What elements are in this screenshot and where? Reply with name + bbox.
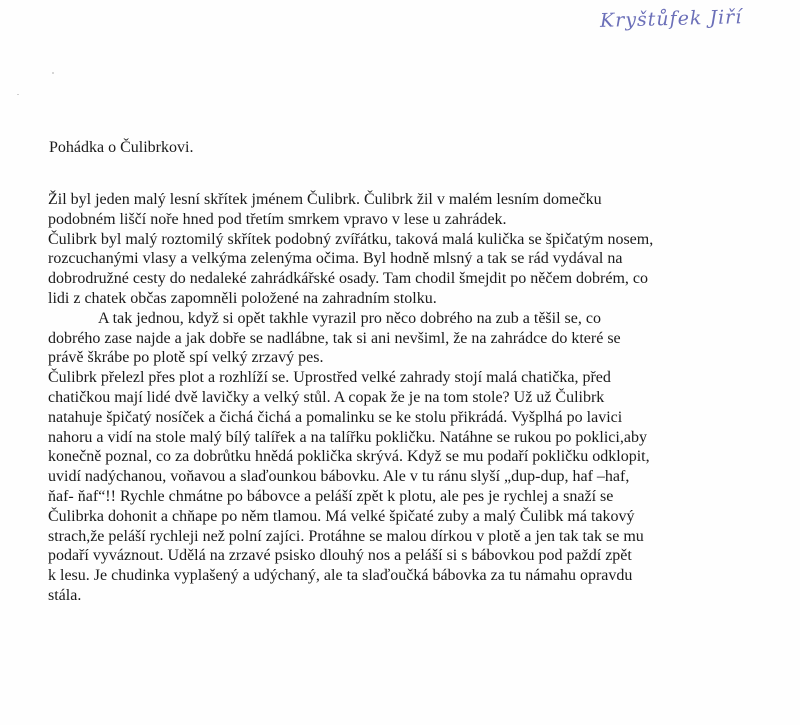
story-line: rozcuchanými vlasy a velkýma zelenýma očima. Byl hodně mlsný a tak se rád vydával na: [48, 250, 623, 268]
story-body: [48, 190, 798, 606]
story-line: podaří vyváznout. Udělá na zrzavé psisko dlouhý nos a peláší si s bábovkou pod paždí zpět: [48, 547, 632, 565]
story-line: Čulibrk byl malý roztomilý skřítek podobný zvířátku, taková malá kulička se špičatým nosem,: [48, 230, 654, 248]
story-line: strach,že peláší rychleji než polní zajíci. Protáhne se malou dírkou v plotě a jen tak tak se mu: [48, 527, 644, 545]
story-line: ňaf- ňaf“!! Rychle chmátne po bábovce a peláší zpět k plotu, ale pes je rychlej a snaží se: [48, 487, 614, 505]
author-signature: Kryštůfek Jiří: [599, 6, 743, 32]
story-line: dobrodružné cesty do nedaleké zahrádkářské osady. Tam chodil šmejdit po něčem dobrém, co: [48, 270, 649, 288]
story-line: Žil byl jeden malý lesní skřítek jménem Čulibrk. Čulibrk žil v malém lesním domečku: [48, 191, 602, 208]
story-line: Čulibrk přelezl přes plot a rozhlíží se. Uprostřed velké zahrady stojí malá chatička, před: [48, 369, 611, 387]
story-line: natahuje špičatý nosíček a čichá čichá a pomalinku se ke stolu přikrádá. Vyšplhá po lavici: [48, 408, 623, 426]
story-line: podobném liščí noře hned pod třetím smrkem vpravo v lese u zahrádek.: [48, 210, 507, 228]
story-line: A tak jednou, když si opět takhle vyrazil pro něco dobrého na zub a těšil se, co: [98, 309, 601, 327]
story-line: nahoru a vidí na stole malý bílý talířek a na talířku pokličku. Natáhne se rukou po poklici,aby: [48, 428, 647, 446]
story-line: k lesu. Je chudinka vyplašený a udýchaný, ale ta slaďoučká bábovka za tu námahu opravdu: [48, 567, 633, 585]
story-line: dobrého zase najde a jak dobře se nadlábne, tak si ani nevšiml, že na zahrádce do které se: [48, 329, 621, 347]
story-line: uvidí nadýchanou, voňavou a slaďounkou bábovku. Ale v tu ránu slyší „dup-dup, haf –haf,: [48, 468, 630, 486]
story-line: právě škrábe po plotě spí velký zrzavý pes.: [48, 349, 324, 367]
story-line: stála.: [48, 586, 82, 604]
scan-speck: [52, 72, 54, 74]
story-line: konečně poznal, co za dobrůtku hnědá poklička skrývá. Když se mu podaří pokličku odklopit,: [48, 448, 650, 466]
story-line: lidi z chatek občas zapomněli položené na zahradním stolku.: [48, 289, 437, 307]
story-line: chatičkou mají lidé dvě lavičky a velký stůl. A copak že je na tom stole? Už už Čulibrk: [48, 388, 605, 406]
story-line: Čulibrka dohonit a chňape po něm tlamou. Má velké špičaté zuby a malý Čulibk má takový: [48, 507, 635, 525]
story-title: Pohádka o Čulibrkovi.: [49, 139, 194, 156]
scan-speck: [17, 94, 19, 95]
